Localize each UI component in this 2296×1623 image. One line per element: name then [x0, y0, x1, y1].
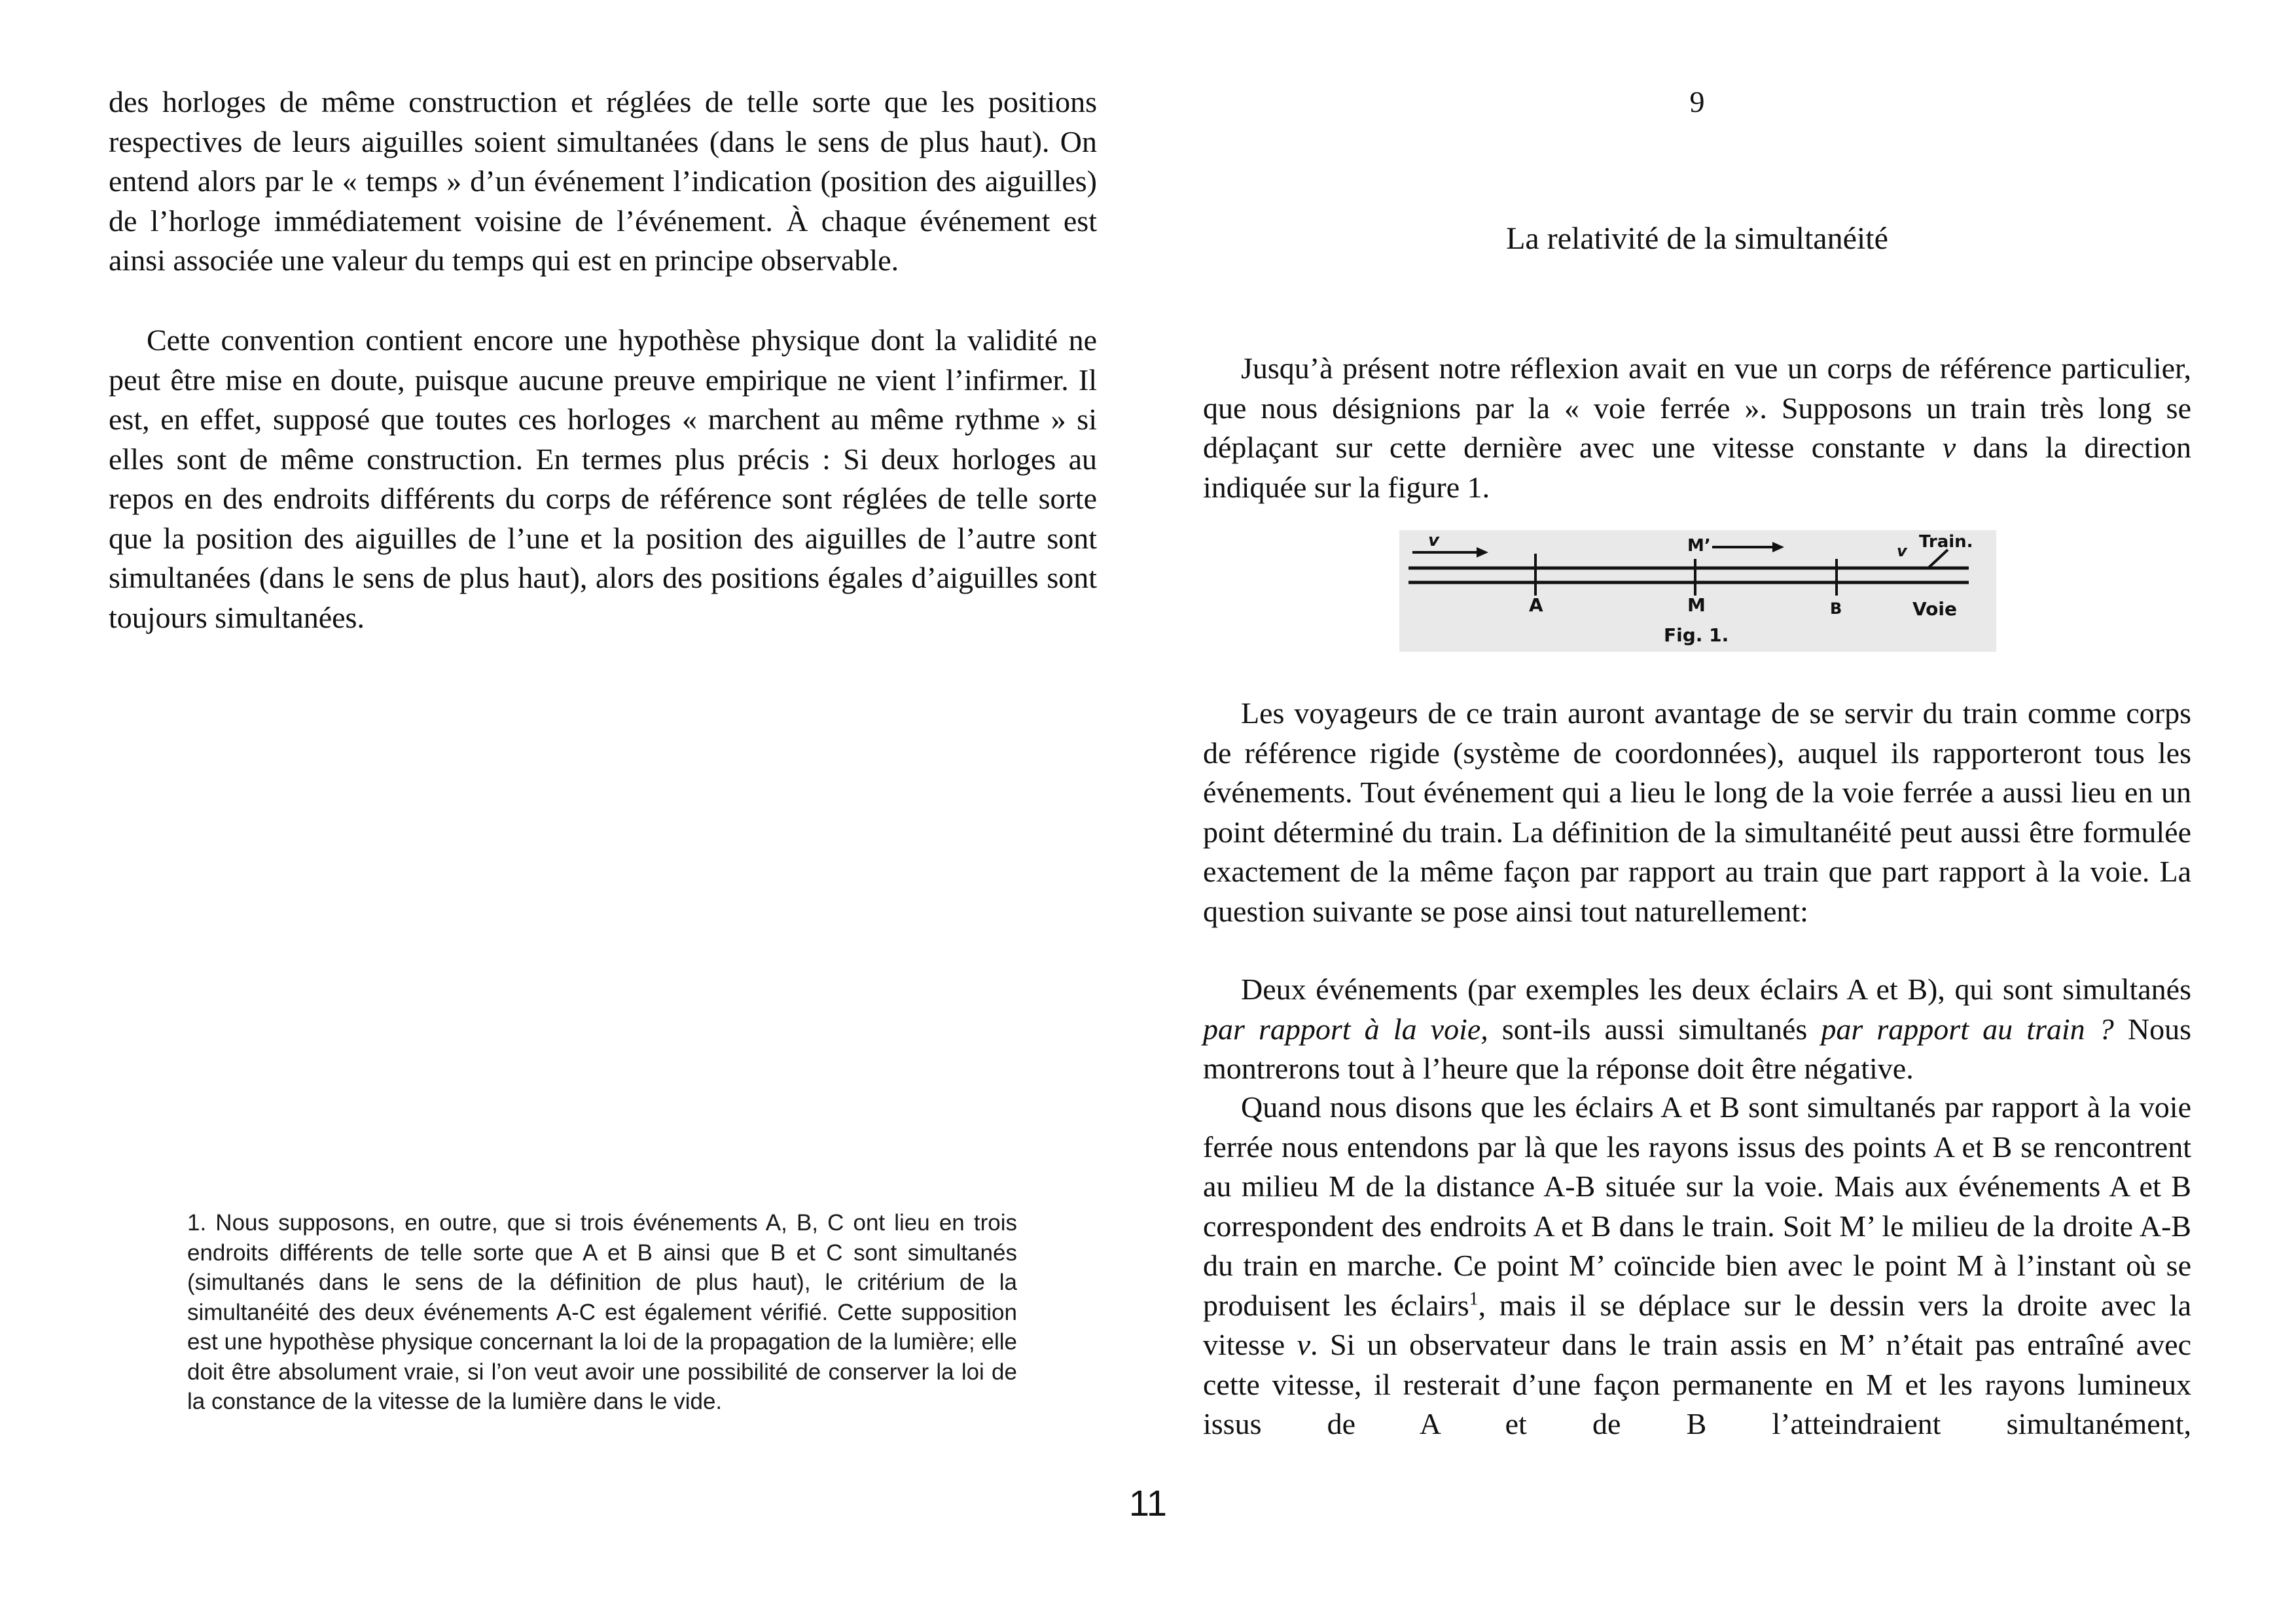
right-paragraph-4-b: , mais il se déplace sur le dessin vers la droite avec la vitesse	[1203, 1288, 2191, 1361]
right-paragraph-4-c: . Si un observateur dans le train assis en M’ n’était pas entraîné avec cette vitesse, il resterait d’une façon permanente en M et les rayons lumineux issus de A et de B l’atteindraient simultanément,	[1203, 1328, 2192, 1440]
right-paragraph-1	[1203, 349, 2191, 507]
right-paragraph-3	[1203, 970, 2191, 1089]
right-paragraph-4	[1203, 1088, 2191, 1444]
velocity-arrowhead-left	[1477, 547, 1488, 558]
train-pointer	[1928, 550, 1948, 568]
left-paragraph-1: des horloges de même construction et réglées de telle sorte que les positions respectives de leurs aiguilles soient simultanées (dans le sens de plus haut). On entend alors par le « temps » d’un événement l’indication (position des aiguilles) de l’horloge immédiatement voisine de l’événement. À chaque événement est ainsi associée une valeur du temps qui est en principe observable.	[109, 85, 1097, 277]
right-paragraph-1-end: dans la direction indiquée sur la figure 1.	[1203, 431, 2191, 504]
m-prime-arrowhead	[1772, 542, 1784, 552]
label-m-prime: M’	[1687, 536, 1711, 556]
page-number-left: 11	[1128, 1482, 1168, 1524]
right-paragraph-2: Les voyageurs de ce train auront avantage de se servir du train comme corps de référence rigide (système de coordonnées), auquel ils rapporteront tous les événements. Tout événement qui a lieu le long de la voie ferrée a aussi lieu en un point déterminé du train. La définition de la simultanéité peut aussi être formulée exactement de la même façon par rapport au train que part rapport à la voie. La question suivante se pose ainsi tout naturellement:	[1203, 696, 2191, 928]
right-paragraph-3-d: par rapport au train ?	[1821, 1012, 2114, 1046]
right-paragraph-4-a: Quand nous disons que les éclairs A et B sont simultanés par rapport à la voie ferrée nous entendons par là que les rayons issus des points A et B se rencontrent au milieu M de la distance A-B située sur la voie. Mais aux événements A et B correspondent des endroits A et B dans le train. Soit M’ le milieu de la droite A-B du train en marche. Ce point M’ coïncide bien avec le point M à l’instant où se produisent les éclairs	[1203, 1090, 2191, 1322]
right-paragraph-3-e: Nous montrerons tout à l’heure que la réponse doit être négative.	[1203, 1012, 2191, 1085]
figure-caption: Fig. 1.	[1664, 624, 1729, 646]
chapter-title: La relativité de la simultanéité	[1506, 221, 1888, 256]
figure-train-track	[1399, 530, 1996, 652]
footnote: 1. Nous supposons, en outre, que si trois événements A, B, C ont lieu en trois endroits différents de telle sorte que A et B ainsi que B et C sont simultanés (simultanés dans le sens de la définition de plus haut), le critérium de la simultanéité des deux événements A-C est également vérifié. Cette supposition est une hypothèse physique concernant la loi de la propagation de la lumière; elle doit être absolument vraie, si l’on veut avoir une possibilité de conserver la loi de la constance de la vitesse de la lumière dans le vide.	[187, 1210, 1017, 1414]
right-paragraph-3-b: par rapport à la voie,	[1203, 1012, 1488, 1046]
right-paragraph-3-a: Deux événements (par exemples les deux éclairs A et B), qui sont simultanés	[1241, 972, 2191, 1006]
velocity-variable-2: v	[1297, 1328, 1311, 1361]
right-paragraph-3-c: sont-ils aussi simultanés	[1488, 1012, 1821, 1046]
velocity-variable: v	[1942, 431, 1956, 464]
label-train: Train.	[1919, 532, 1973, 552]
footnote-ref: 1	[1469, 1289, 1479, 1310]
label-v-left: v	[1428, 531, 1439, 550]
right-paragraph-1-start: Jusqu’à présent notre réflexion avait en vue un corps de référence particulier, que nous désignions par la « voie ferrée ». Supposons un train très long se déplaçant sur cette dernière avec une vitesse constante	[1203, 351, 2191, 464]
label-v-right: v	[1897, 542, 1907, 560]
left-page	[109, 0, 1097, 1623]
right-page	[1203, 0, 2191, 1623]
left-paragraph-2: Cette convention contient encore une hypothèse physique dont la validité ne peut être mise en doute, puisque aucune preuve empirique ne vient l’infirmer. Il est, en effet, supposé que toutes ces horloges « marchent au même rythme » si elles sont de même construction. En termes plus précis : Si deux horloges au repos en des endroits différents du corps de référence sont réglées de telle sorte que la position des aiguilles de l’une et la position des aiguilles de l’autre sont simultanées (dans le sens de plus haut), alors des positions égales d’aiguilles sont toujours simultanées.	[109, 323, 1097, 634]
label-b: B	[1830, 599, 1842, 618]
page-number-right: 9	[1689, 85, 1705, 118]
label-a: A	[1529, 594, 1543, 616]
label-voie: Voie	[1912, 598, 1957, 620]
label-m: M	[1687, 594, 1706, 616]
